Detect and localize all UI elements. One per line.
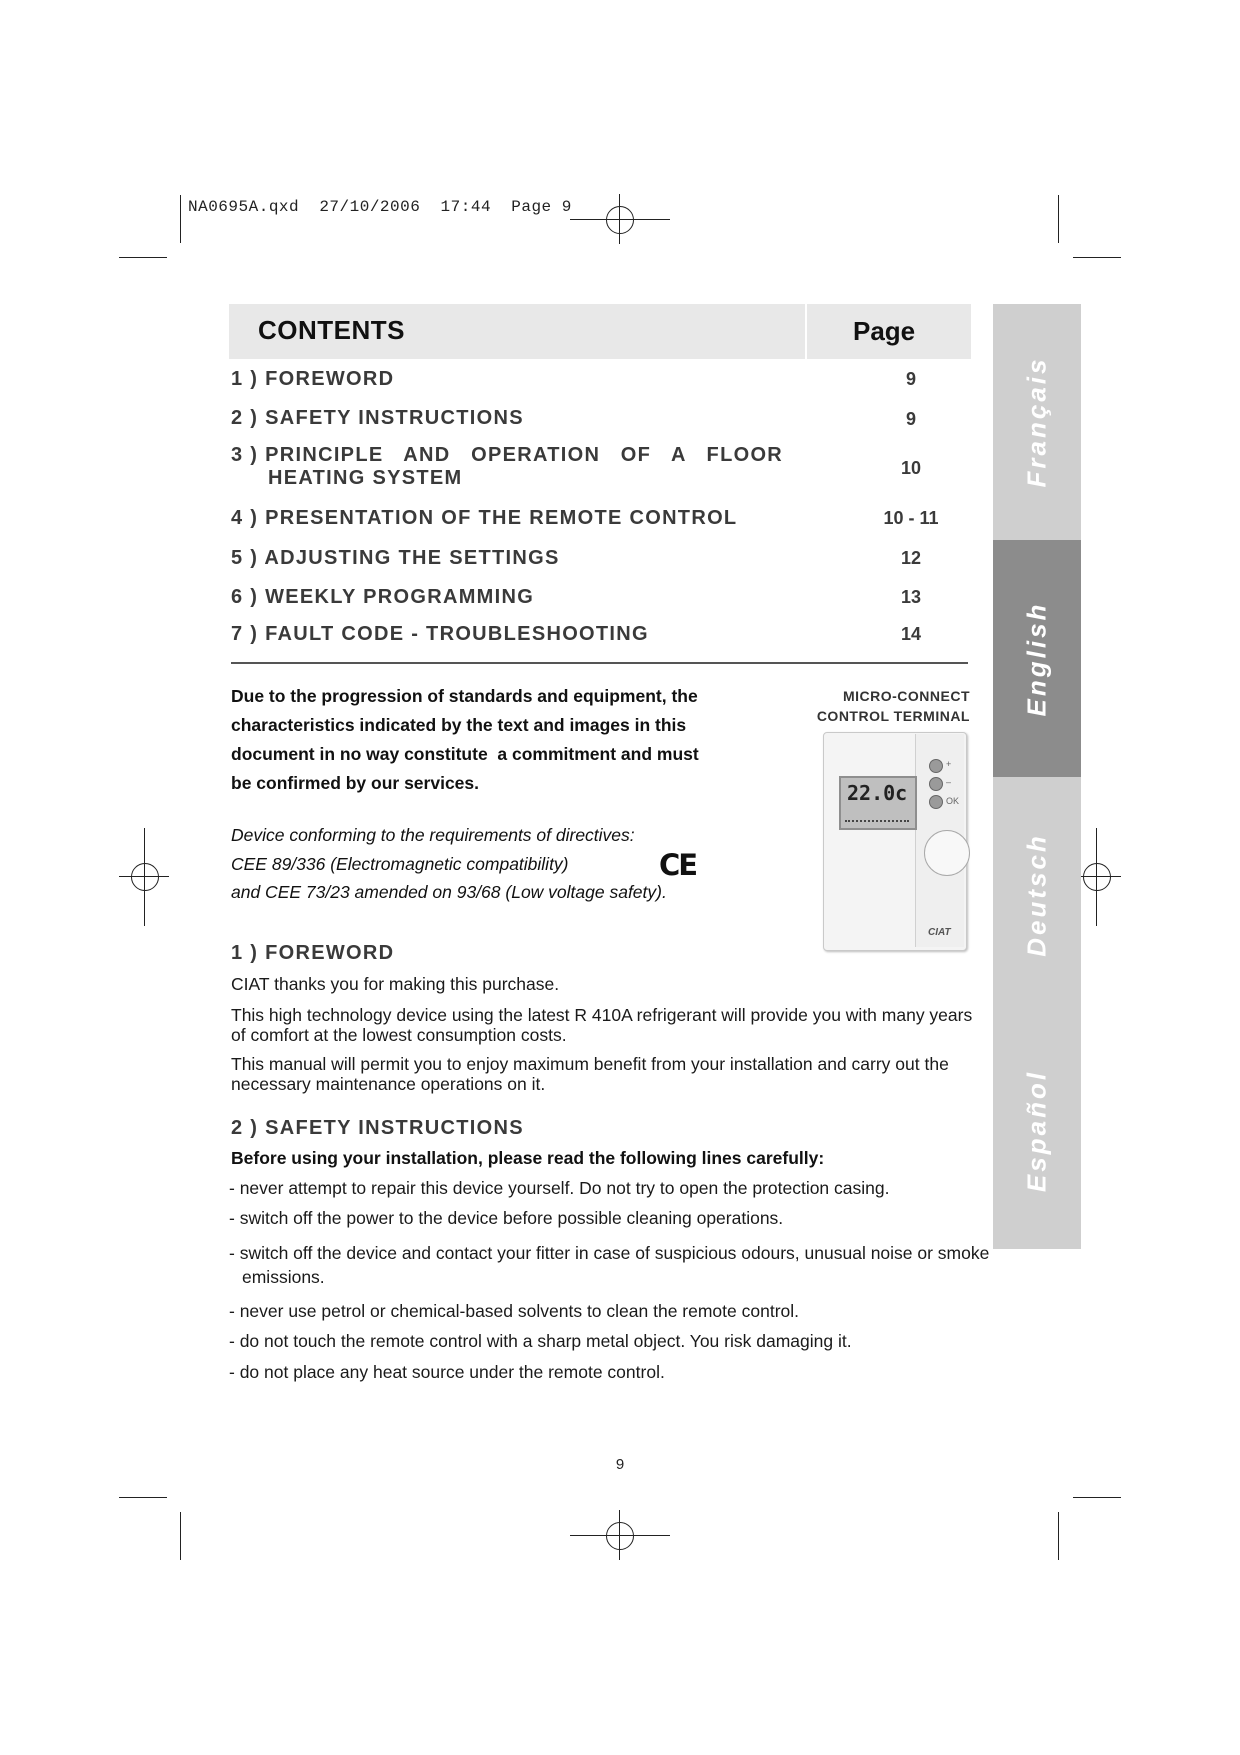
toc-item[interactable]: 4 ) PRESENTATION OF THE REMOTE CONTROL 10 - 11 — [231, 507, 939, 529]
dial-knob-icon — [924, 830, 970, 876]
toc-item[interactable]: 7 ) FAULT CODE - TROUBLESHOOTING 14 — [231, 623, 922, 645]
safety-item: - never use petrol or chemical-based solvents to clean the remote control. — [229, 1301, 800, 1321]
conformity-text: Device conforming to the requirements of directives: CEE 89/336 (Electromagnetic compatibility) and CEE 73/23 amended on 93/68 (Low voltage safety). — [231, 825, 667, 902]
foreword-paragraph: CIAT thanks you for making this purchase. — [231, 974, 560, 994]
language-tab-espanol[interactable]: Español — [993, 1013, 1081, 1249]
file-slug: NA0695A.qxd 27/10/2006 17:44 Page 9 — [188, 198, 572, 216]
safety-item: - do not touch the remote control with a sharp metal object. You risk damaging it. — [229, 1331, 852, 1351]
safety-heading: 2 ) SAFETY INSTRUCTIONS — [231, 1117, 524, 1139]
ok-button-icon — [929, 795, 943, 809]
foreword-heading: 1 ) FOREWORD — [231, 942, 395, 964]
disclaimer-text: Due to the progression of standards and equipment, the characteristics indicated by the text and images in this document in no way constitute a commitment and must be confirmed by our services. — [231, 686, 699, 793]
toc-item[interactable]: 1 ) FOREWORD 9 — [231, 368, 916, 390]
safety-item: - switch off the device and contact your fitter in case of suspicious odours, unusual noise or smoke emissions. — [229, 1243, 990, 1287]
language-tab-deutsch[interactable]: Deutsch — [993, 777, 1081, 1013]
contents-header — [229, 304, 971, 359]
contents-divider — [231, 662, 968, 664]
page-number: 9 — [615, 1456, 625, 1473]
language-tab-english[interactable]: English — [993, 540, 1081, 777]
plus-button-icon — [929, 759, 943, 773]
safety-item: - switch off the power to the device before possible cleaning operations. — [229, 1208, 784, 1228]
foreword-paragraph: This manual will permit you to enjoy maximum benefit from your installation and carry out the necessary maintenance operations on it. — [231, 1054, 949, 1094]
toc-item[interactable]: 2 ) SAFETY INSTRUCTIONS 9 — [231, 407, 916, 429]
brand-logo: CIAT — [928, 927, 951, 938]
device-caption: MICRO-CONNECT CONTROL TERMINAL — [816, 688, 970, 724]
safety-item: - never attempt to repair this device yourself. Do not try to open the protection casing. — [229, 1178, 890, 1198]
language-tab-francais[interactable]: Français — [993, 304, 1081, 540]
minus-button-icon — [929, 777, 943, 791]
toc-item[interactable]: 5 ) ADJUSTING THE SETTINGS 12 — [231, 547, 922, 569]
foreword-paragraph: This high technology device using the latest R 410A refrigerant will provide you with many years of comfort at the lowest consumption costs. — [231, 1005, 973, 1045]
ce-mark: CE — [659, 848, 697, 882]
lcd-display: 22.0c — [839, 776, 917, 830]
safety-intro: Before using your installation, please read the following lines carefully: — [231, 1148, 825, 1168]
contents-page-header: Page — [853, 316, 916, 346]
toc-item[interactable]: 3 ) PRINCIPLE AND OPERATION OF A FLOOR HEATING SYSTEM 10 — [231, 444, 922, 489]
toc-item[interactable]: 6 ) WEEKLY PROGRAMMING 13 — [231, 586, 922, 608]
safety-item: - do not place any heat source under the remote control. — [229, 1362, 665, 1382]
contents-title: CONTENTS — [258, 315, 405, 345]
